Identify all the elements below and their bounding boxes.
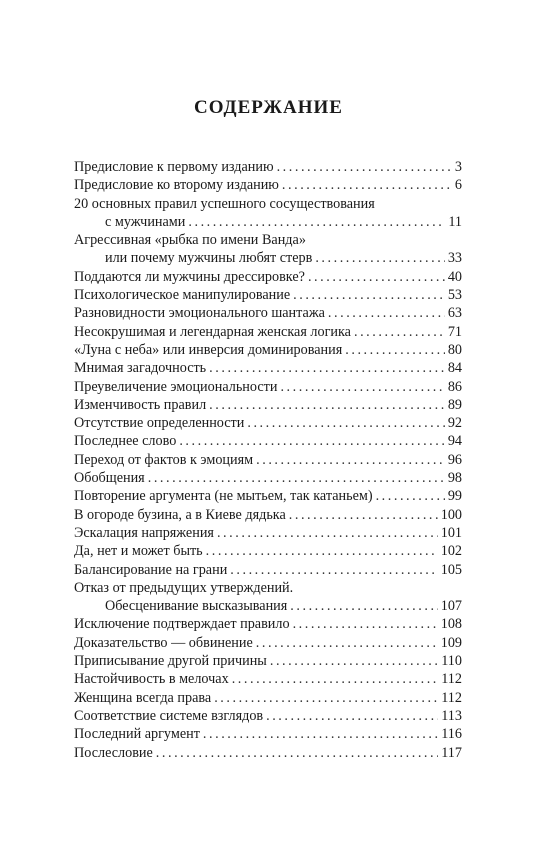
toc-entry-page: 112 [441, 671, 462, 688]
toc-entry-title: Обесценивание высказывания [105, 598, 288, 615]
toc-entry-page: 33 [447, 250, 462, 267]
dot-leader [293, 286, 445, 304]
dot-leader [277, 158, 452, 176]
toc-entry-page: 84 [447, 360, 462, 377]
dot-leader [376, 487, 445, 505]
toc-entry[interactable] [74, 469, 462, 487]
toc-entry-page: 112 [441, 689, 462, 706]
toc-entry-first-line[interactable] [74, 579, 462, 597]
toc-entry-title: Отказ от предыдущих утверждений. [74, 579, 294, 596]
toc-entry-title: Обобщения [74, 470, 145, 487]
toc-entry-page: 89 [447, 396, 462, 413]
dot-leader [270, 652, 438, 670]
toc-entry[interactable] [74, 725, 462, 743]
toc-entry[interactable] [74, 359, 462, 377]
toc-entry-title: Приписывание другой причины [74, 653, 267, 670]
toc-entry[interactable] [74, 176, 462, 194]
toc-entry[interactable] [74, 634, 462, 652]
dot-leader [247, 414, 444, 432]
toc-entry-page: 117 [441, 744, 462, 761]
toc-entry-title: или почему мужчины любят стерв [105, 250, 313, 267]
toc-entry-title: Соответствие системе взглядов [74, 707, 264, 724]
dot-leader [206, 542, 438, 560]
toc-entry-title: В огороде бузина, а в Киеве дядька [74, 506, 286, 523]
toc-entry[interactable] [74, 341, 462, 359]
toc-entry-title: Переход от фактов к эмоциям [74, 451, 254, 468]
dot-leader [156, 744, 438, 762]
toc-entry-title: Женщина всегда права [74, 689, 212, 706]
toc-entry-title: Исключение подтверждает правило [74, 616, 290, 633]
toc-entry-title: Преувеличение эмоциональности [74, 378, 278, 395]
dot-leader [188, 213, 445, 231]
toc-entry-title: Послесловие [74, 744, 153, 761]
toc-entry[interactable] [74, 414, 462, 432]
toc-entry[interactable] [74, 652, 462, 670]
toc-entry-title: Мнимая загадочность [74, 360, 207, 377]
toc-entry-page: 116 [441, 726, 462, 743]
toc-entry[interactable] [74, 615, 462, 633]
toc-entry[interactable] [74, 597, 462, 615]
dot-leader [328, 304, 445, 322]
dot-leader [148, 469, 445, 487]
toc-entry-title: «Луна с неба» или инверсия доминирования [74, 341, 343, 358]
toc-entry[interactable] [74, 158, 462, 176]
toc-entry[interactable] [74, 524, 462, 542]
toc-entry-title: Отсутствие определенности [74, 415, 245, 432]
toc-entry-title: с мужчинами [105, 213, 186, 230]
dot-leader [290, 597, 437, 615]
toc-entry-title: Предисловие ко второму изданию [74, 177, 279, 194]
toc-entry[interactable] [74, 323, 462, 341]
dot-leader [308, 268, 445, 286]
dot-leader [209, 396, 445, 414]
dot-leader [345, 341, 445, 359]
toc-entry-page: 102 [440, 543, 462, 560]
toc-entry-title: Разновидности эмоционального шантажа [74, 305, 325, 322]
toc-entry-page: 63 [447, 305, 462, 322]
toc-entry[interactable] [74, 744, 462, 762]
toc-entry[interactable] [74, 451, 462, 469]
dot-leader [280, 378, 444, 396]
toc-entry[interactable] [74, 670, 462, 688]
dot-leader [282, 176, 452, 194]
toc-entry-page: 108 [440, 616, 462, 633]
toc-entry-title: Последний аргумент [74, 726, 200, 743]
toc-entry-title: Да, нет и может быть [74, 543, 203, 560]
toc-entry[interactable] [74, 213, 462, 231]
toc-entry-page: 11 [448, 213, 462, 230]
dot-leader [256, 634, 438, 652]
toc-entry[interactable] [74, 268, 462, 286]
toc-entry-page: 105 [440, 561, 462, 578]
toc-entry-title: Изменчивость правил [74, 396, 207, 413]
dot-leader [217, 524, 438, 542]
toc-entry-title: Настойчивость в мелочах [74, 671, 229, 688]
dot-leader [203, 725, 438, 743]
dot-leader [232, 670, 439, 688]
toc-entry-page: 110 [441, 653, 462, 670]
toc-entry-title: Доказательство — обвинение [74, 634, 253, 651]
dot-leader [256, 451, 445, 469]
toc-entry-page: 80 [447, 341, 462, 358]
dot-leader [214, 689, 438, 707]
toc-entry-page: 86 [447, 378, 462, 395]
toc-entry-page: 109 [440, 634, 462, 651]
toc-entry-page: 113 [441, 707, 462, 724]
toc-entry-title: Предисловие к первому изданию [74, 159, 274, 175]
toc-entry-title: Психологическое манипулирование [74, 287, 291, 304]
toc-entry-page: 96 [447, 451, 462, 468]
dot-leader [266, 707, 438, 725]
toc-entry[interactable] [74, 561, 462, 579]
toc-entry-page: 3 [454, 159, 462, 175]
toc-entry[interactable] [74, 249, 462, 267]
toc-entry-first-line[interactable] [74, 195, 462, 213]
toc-entry[interactable] [74, 304, 462, 322]
toc-entry-title: Последнее слово [74, 433, 177, 450]
toc-entry[interactable] [74, 689, 462, 707]
page-title: СОДЕРЖАНИЕ [194, 97, 343, 118]
toc-entry-title: Повторение аргумента (не мытьем, так катаньем) [74, 488, 373, 505]
toc-entry-page: 92 [447, 415, 462, 432]
toc-entry-page: 40 [447, 268, 462, 285]
toc-entry[interactable] [74, 286, 462, 304]
toc-entry-title: Несокрушимая и легендарная женская логика [74, 323, 351, 340]
dot-leader [354, 323, 445, 341]
toc-entry-title: 20 основных правил успешного сосуществования [74, 195, 375, 212]
dot-leader [179, 432, 445, 450]
toc-entry-first-line[interactable] [74, 231, 462, 249]
toc-entry[interactable] [74, 506, 462, 524]
toc-entry-page: 94 [447, 433, 462, 450]
toc-entry-page: 107 [440, 598, 462, 615]
toc-entry-page: 53 [447, 287, 462, 304]
toc-entry[interactable] [74, 396, 462, 414]
toc-entry-title: Эскалация напряжения [74, 524, 214, 541]
toc-entry-page: 101 [440, 524, 462, 541]
dot-leader [209, 359, 445, 377]
toc-entry-title: Агрессивная «рыбка по имени Ванда» [74, 232, 306, 249]
dot-leader [293, 615, 438, 633]
toc-entry[interactable] [74, 542, 462, 560]
dot-leader [289, 506, 438, 524]
toc-entry-title: Балансирование на грани [74, 561, 228, 578]
toc-entry[interactable] [74, 707, 462, 725]
toc-entry-page: 100 [440, 506, 462, 523]
toc-entry[interactable] [74, 432, 462, 450]
dot-leader [230, 561, 437, 579]
table-of-contents [74, 158, 462, 762]
toc-entry[interactable] [74, 378, 462, 396]
toc-entry[interactable] [74, 487, 462, 505]
toc-entry-page: 98 [447, 470, 462, 487]
toc-entry-page: 99 [447, 488, 462, 505]
toc-entry-page: 71 [447, 323, 462, 340]
toc-entry-page: 6 [454, 177, 462, 194]
toc-entry-title: Поддаются ли мужчины дрессировке? [74, 268, 305, 285]
dot-leader [315, 249, 444, 267]
